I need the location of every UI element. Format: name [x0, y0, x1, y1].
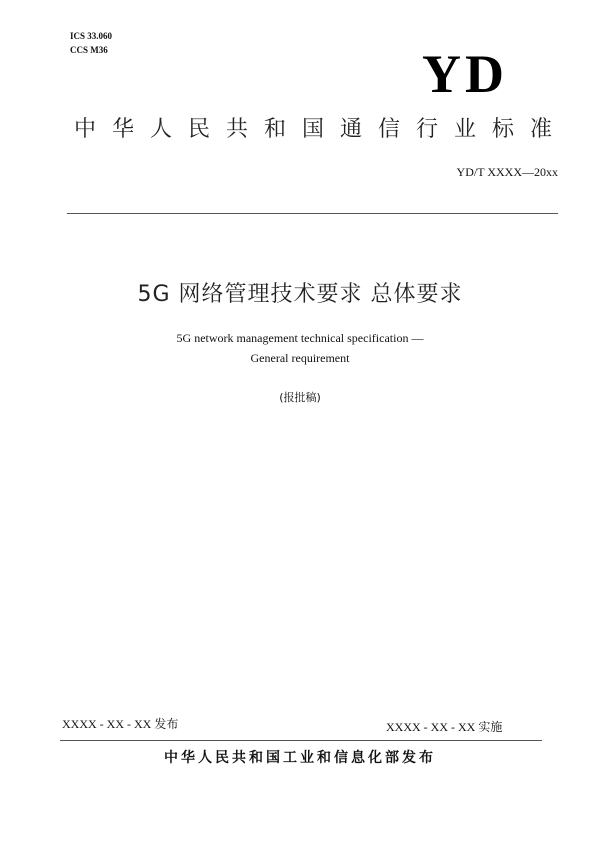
- bottom-divider: [60, 740, 542, 741]
- implementation-date: XXXX - XX - XX 实施: [386, 720, 503, 734]
- standard-category-title: 中华人民共和国通信行业标准: [74, 117, 569, 142]
- release-date: XXXX - XX - XX 发布: [62, 717, 179, 731]
- english-title-line-1: 5G network management technical specification —: [176, 331, 424, 345]
- standard-number: YD/T XXXX—20xx: [456, 165, 558, 179]
- ics-code: ICS 33.060: [70, 31, 113, 41]
- top-divider: [67, 213, 558, 214]
- draft-status: (报批稿): [279, 391, 321, 404]
- publisher: 中华人民共和国工业和信息化部发布: [164, 750, 436, 766]
- yd-logo: YD: [422, 44, 508, 104]
- ccs-code: CCS M36: [70, 45, 108, 55]
- document-title: 5G 网络管理技术要求 总体要求: [137, 282, 463, 307]
- english-title-line-2: General requirement: [250, 351, 350, 365]
